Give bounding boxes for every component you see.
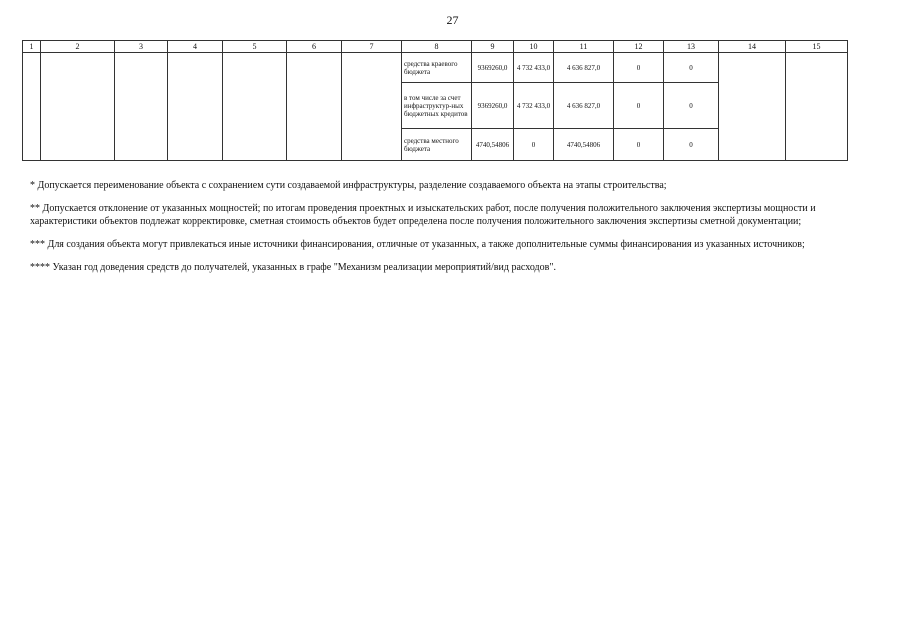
header-cell: 8 bbox=[402, 41, 472, 53]
header-cell: 2 bbox=[41, 41, 115, 53]
footnote-4: **** Указан год доведения средств до получателей, указанных в графе "Механизм реализации мероприятий/вид расходов". bbox=[30, 262, 556, 273]
header-cell: 12 bbox=[614, 41, 664, 53]
empty-cell bbox=[23, 53, 41, 161]
header-cell: 9 bbox=[472, 41, 514, 53]
amount-cell: 0 bbox=[664, 129, 719, 161]
amount-cell: 9369260,0 bbox=[472, 83, 514, 129]
amount-cell: 0 bbox=[614, 53, 664, 83]
finance-table bbox=[22, 40, 848, 161]
amount-cell: 0 bbox=[664, 83, 719, 129]
table-row bbox=[23, 53, 848, 83]
header-cell: 7 bbox=[342, 41, 402, 53]
header-cell: 10 bbox=[514, 41, 554, 53]
empty-cell bbox=[719, 53, 786, 161]
amount-cell: 9369260,0 bbox=[472, 53, 514, 83]
footnote-2: ** Допускается отклонение от указанных мощностей; по итогам проведения проектных и изыскательских работ, после получения положительного заключения экспертизы мощности и характеристики объектов подлежат корректировке, сметная стоимость объектов будет определена после получения положительного заключения экспертизы сметной документации; bbox=[30, 203, 816, 227]
header-cell: 5 bbox=[223, 41, 287, 53]
empty-cell bbox=[786, 53, 848, 161]
amount-cell: 4740,54806 bbox=[472, 129, 514, 161]
header-cell: 13 bbox=[664, 41, 719, 53]
funding-source-cell: средства местного бюджета bbox=[402, 129, 472, 161]
header-cell: 14 bbox=[719, 41, 786, 53]
amount-cell: 0 bbox=[514, 129, 554, 161]
table-header-row bbox=[23, 41, 848, 53]
header-cell: 1 bbox=[23, 41, 41, 53]
amount-cell: 0 bbox=[614, 83, 664, 129]
page-number: 27 bbox=[446, 13, 459, 27]
amount-cell: 4 732 433,0 bbox=[514, 83, 554, 129]
empty-cell bbox=[342, 53, 402, 161]
footnote-1: * Допускается переименование объекта с сохранением сути создаваемой инфраструктуры, разделение создаваемого объекта на этапы строительства; bbox=[30, 180, 667, 191]
amount-cell: 0 bbox=[664, 53, 719, 83]
empty-cell bbox=[168, 53, 223, 161]
empty-cell bbox=[287, 53, 342, 161]
empty-cell bbox=[223, 53, 287, 161]
header-cell: 6 bbox=[287, 41, 342, 53]
amount-cell: 4 732 433,0 bbox=[514, 53, 554, 83]
funding-source-cell: в том числе за счет инфраструктур-ных бюджетных кредитов bbox=[402, 83, 472, 129]
header-cell: 4 bbox=[168, 41, 223, 53]
header-cell: 3 bbox=[115, 41, 168, 53]
empty-cell bbox=[41, 53, 115, 161]
footnotes bbox=[30, 179, 840, 284]
amount-cell: 4 636 827,0 bbox=[554, 53, 614, 83]
amount-cell: 4740,54806 bbox=[554, 129, 614, 161]
funding-source-cell: средства краевого бюджета bbox=[402, 53, 472, 83]
header-cell: 15 bbox=[786, 41, 848, 53]
amount-cell: 4 636 827,0 bbox=[554, 83, 614, 129]
amount-cell: 0 bbox=[614, 129, 664, 161]
footnote-3: *** Для создания объекта могут привлекаться иные источники финансирования, отличные от указанных, а также дополнительные суммы финансирования из указанных источников; bbox=[30, 239, 805, 250]
header-cell: 11 bbox=[554, 41, 614, 53]
empty-cell bbox=[115, 53, 168, 161]
